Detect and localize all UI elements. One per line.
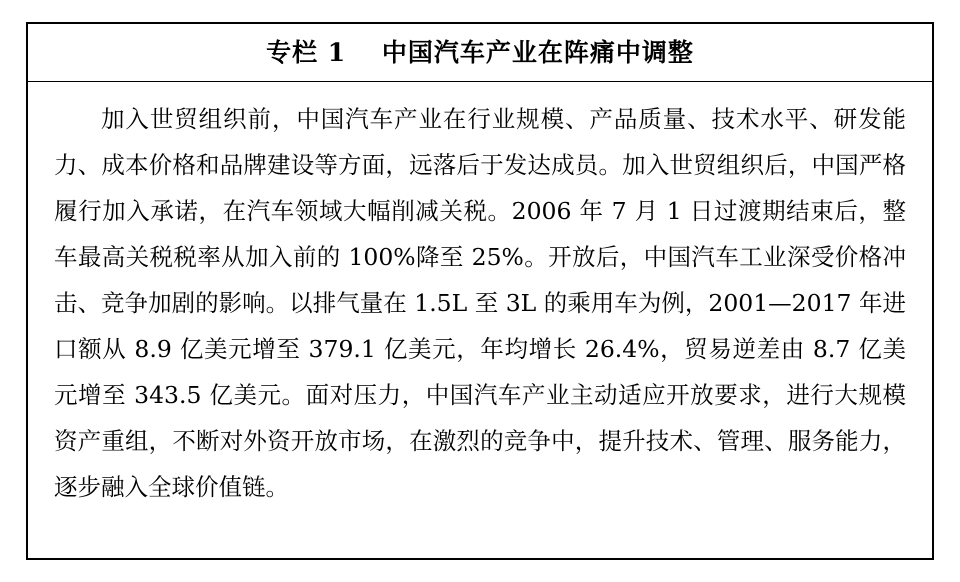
callout-box [26, 22, 934, 560]
callout-box-title: 专栏 1 中国汽车产业在阵痛中调整 [28, 24, 932, 82]
callout-box-body [28, 82, 932, 520]
callout-box-paragraph: 加入世贸组织前，中国汽车产业在行业规模、产品质量、技术水平、研发能力、成本价格和品牌建设等方面，远落后于发达成员。加入世贸组织后，中国严格履行加入承诺，在汽车领域大幅削减关税。2006 年 7 月 1 日过渡期结束后，整车最高关税税率从加入前的 100%降至 25%。开放后，中国汽车工业深受价格冲击、竞争加剧的影响。以排气量在 1.5L 至 3L 的乘用车为例，2001—2017 年进口额从 8.9 亿美元增至 379.1 亿美元，年均增长 26.4%，贸易逆差由 8.7 亿美元增至 343.5 亿美元。面对压力，中国汽车产业主动适应开放要求，进行大规模资产重组，不断对外资开放市场，在激烈的竞争中，提升技术、管理、服务能力，逐步融入全球价值链。 [54, 105, 906, 501]
